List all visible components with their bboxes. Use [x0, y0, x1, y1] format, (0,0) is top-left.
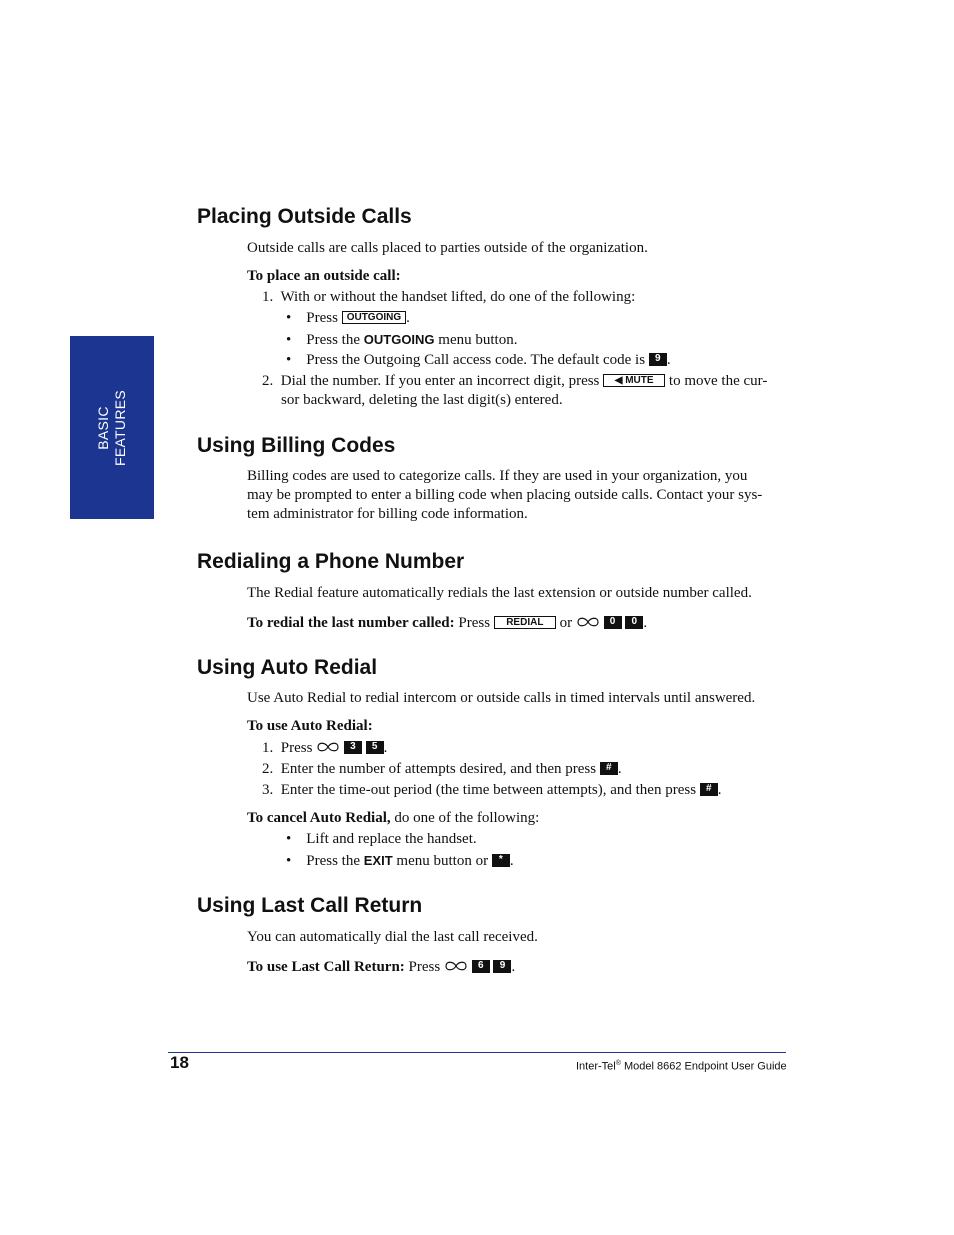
redial-key: REDIAL: [494, 616, 556, 629]
exit-menu-label: EXIT: [363, 853, 393, 868]
bullet-end: menu button.: [438, 332, 518, 348]
auto-cancel-label: [247, 809, 787, 828]
bullet-icon: •: [286, 310, 292, 326]
bullet-end: .: [666, 352, 671, 368]
lcr-procedure: [247, 958, 787, 977]
bullet-icon: •: [286, 831, 292, 847]
step-end: .: [383, 740, 388, 756]
section-side-tab: [70, 336, 154, 519]
digit-key-3: 3: [344, 741, 362, 754]
step-text: Dial the number. If you enter an incorrect digit, press: [280, 373, 600, 389]
footer-brand: Inter-Tel: [576, 1060, 616, 1073]
procedure-end: .: [511, 959, 516, 975]
auto-intro: Use Auto Redial to redial intercom or outside calls in timed intervals until answered.: [247, 690, 756, 706]
auto-cancel-bullet-2: [286, 851, 514, 871]
cancel-bold: To cancel Auto Redial,: [247, 810, 391, 826]
redial-procedure: [247, 614, 787, 633]
page-number: 18: [170, 1053, 189, 1072]
procedure-press: Press: [458, 615, 491, 631]
step-number: 1.: [262, 740, 274, 756]
step-text: With or without the handset lifted, do one of the following:: [280, 289, 636, 305]
outside-bullet-3: [286, 351, 671, 370]
outside-bullet-2: [286, 330, 517, 350]
bullet-text: Press the Outgoing Call access code. The default code is: [306, 352, 646, 368]
outside-step-1: [262, 288, 635, 307]
digit-key-9: 9: [493, 960, 511, 973]
auto-cancel-bullet-1: [286, 830, 477, 849]
feature-loop-icon: [444, 960, 468, 972]
billing-line-3: tem administrator for billing code information.: [247, 506, 528, 522]
heading-using-billing-codes: Using Billing Codes: [197, 434, 396, 457]
digit-key-6: 6: [472, 960, 490, 973]
side-tab-line2: FEATURES: [112, 389, 128, 467]
footer-title: [576, 1057, 787, 1074]
procedure-label: To redial the last number called:: [247, 615, 455, 631]
digit-key-5: 5: [366, 741, 384, 754]
step-number: 2.: [262, 761, 274, 777]
step-end: .: [617, 761, 622, 777]
auto-step-1: [262, 739, 387, 758]
step-number: 1.: [262, 289, 274, 305]
step-number: 3.: [262, 782, 274, 798]
step-text: Enter the time-out period (the time between attempts), and then press: [280, 782, 697, 798]
digit-key-9: 9: [649, 353, 667, 366]
digit-key-0: 0: [604, 616, 622, 629]
outside-step-2: [262, 372, 767, 391]
heading-using-last-call-return: Using Last Call Return: [197, 894, 423, 917]
footer-guide-title: Model 8662 Endpoint User Guide: [623, 1060, 787, 1073]
billing-line-2: may be prompted to enter a billing code when placing outside calls. Contact your sys-: [247, 487, 763, 503]
procedure-label: To use Last Call Return:: [247, 959, 405, 975]
bullet-icon: •: [286, 352, 292, 368]
pound-key: #: [600, 762, 618, 775]
bullet-icon: •: [286, 853, 292, 869]
bullet-mid: menu button or: [396, 853, 489, 869]
outside-intro: Outside calls are calls placed to parties outside of the organization.: [247, 240, 648, 256]
bullet-text: Lift and replace the handset.: [306, 831, 477, 847]
step-end: .: [717, 782, 722, 798]
side-tab-line1: BASIC: [95, 406, 111, 450]
outside-bullet-1: [286, 309, 410, 328]
auto-procedure-label: To use Auto Redial:: [247, 718, 373, 734]
step-text-end: to move the cur-: [668, 373, 768, 389]
digit-key-0: 0: [625, 616, 643, 629]
registered-mark: ®: [615, 1060, 621, 1067]
outgoing-key: OUTGOING: [342, 311, 406, 324]
bullet-end: .: [406, 310, 410, 326]
step-number: 2.: [262, 373, 274, 389]
step-text: Press: [280, 740, 313, 756]
procedure-or: or: [559, 615, 573, 631]
auto-step-2: [262, 760, 622, 779]
bullet-icon: •: [286, 332, 292, 348]
redial-intro: The Redial feature automatically redials the last extension or outside number called.: [247, 585, 752, 601]
heading-placing-outside-calls: Placing Outside Calls: [197, 205, 412, 228]
heading-redialing: Redialing a Phone Number: [197, 550, 465, 573]
outgoing-menu-label: OUTGOING: [363, 332, 435, 347]
outside-procedure-label: To place an outside call:: [247, 268, 401, 284]
footer-rule: [168, 1052, 786, 1053]
cancel-rest: do one of the following:: [394, 810, 540, 826]
auto-step-3: [262, 781, 722, 800]
feature-loop-icon: [316, 741, 340, 753]
pound-key: #: [700, 783, 718, 796]
lcr-intro: You can automatically dial the last call received.: [247, 929, 538, 945]
feature-loop-icon: [576, 616, 600, 628]
procedure-press: Press: [408, 959, 441, 975]
bullet-text: Press the: [306, 332, 361, 348]
step-text: Enter the number of attempts desired, and then press: [280, 761, 597, 777]
side-tab-label: [95, 390, 129, 466]
outside-step-2-cont: sor backward, deleting the last digit(s) entered.: [281, 392, 563, 408]
procedure-end: .: [643, 615, 648, 631]
bullet-text: Press the: [306, 853, 361, 869]
billing-line-1: Billing codes are used to categorize calls. If they are used in your organization, you: [247, 468, 748, 484]
heading-using-auto-redial: Using Auto Redial: [197, 656, 378, 679]
bullet-text: Press: [306, 310, 338, 326]
mute-key: ◀ MUTE: [603, 374, 665, 387]
bullet-end: .: [509, 853, 514, 869]
star-key: *: [492, 854, 510, 867]
